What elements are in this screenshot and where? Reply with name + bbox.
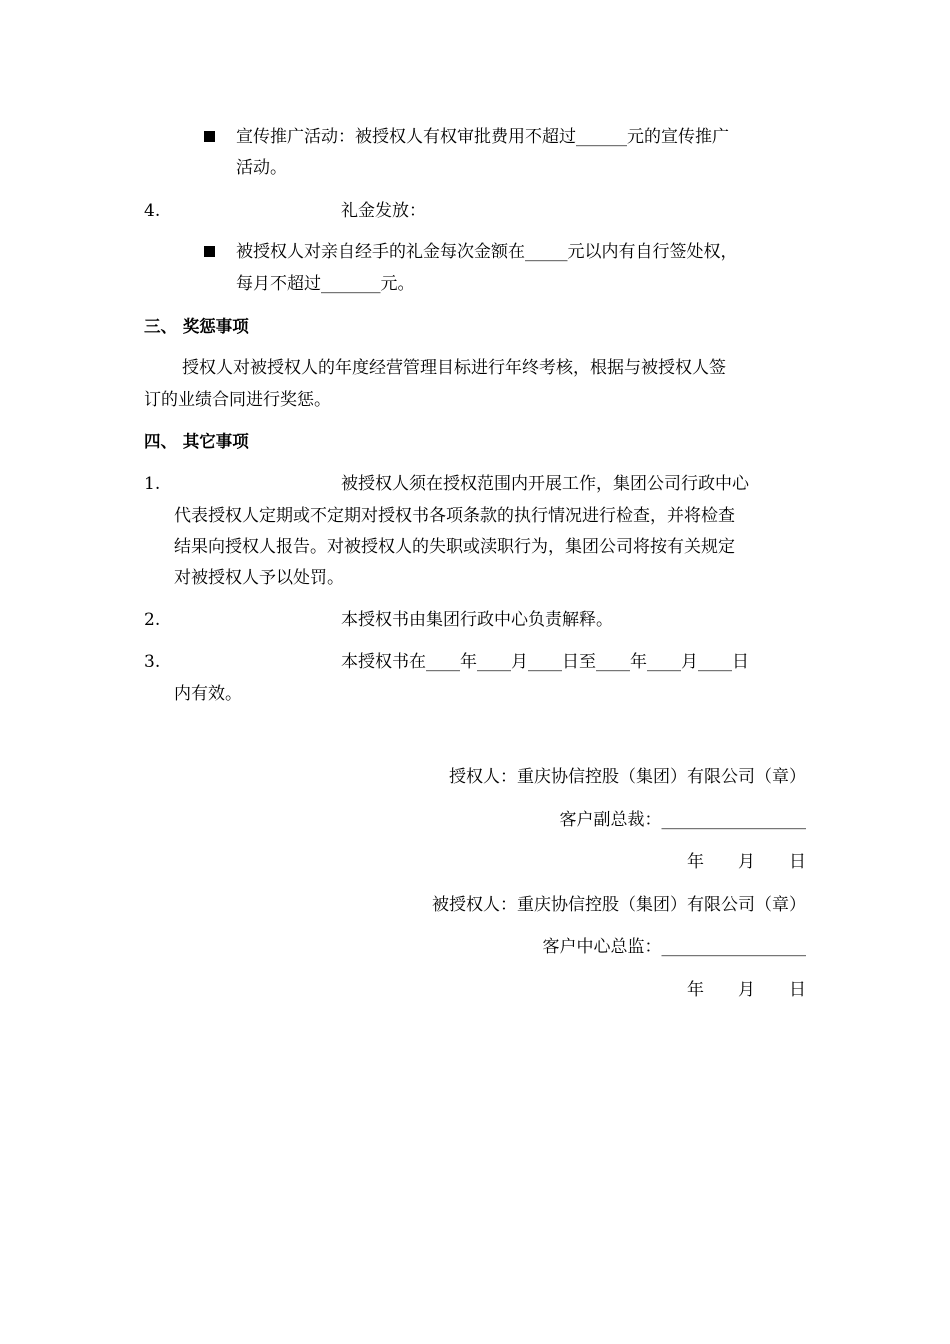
square-bullet-icon — [204, 246, 215, 257]
item-number: 3. — [144, 652, 161, 672]
grantee-line: 被授权人：重庆协信控股（集团）有限公司（章） — [432, 895, 806, 915]
section3-line1: 授权人对被授权人的年度经营管理目标进行年终考核，根据与被授权人签 — [182, 358, 726, 378]
square-bullet-icon — [204, 131, 215, 142]
grantee-signer-line: 客户中心总监：_________________ — [542, 937, 806, 957]
item-number: 1. — [144, 474, 161, 494]
item1-line1: 被授权人须在授权范围内开展工作，集团公司行政中心 — [341, 474, 749, 494]
item1-line4: 对被授权人予以处罚。 — [174, 568, 344, 588]
item3-line1: 本授权书在____年____月____日至____年____月____日 — [341, 652, 749, 672]
grantor-signer-line: 客户副总裁：_________________ — [559, 810, 806, 830]
bullet-promo-line1: 宣传推广活动：被授权人有权审批费用不超过______元的宣传推广 — [236, 127, 729, 147]
item1-line2: 代表授权人定期或不定期对授权书各项条款的执行情况进行检查，并将检查 — [174, 506, 735, 526]
item1-line3: 结果向授权人报告。对被授权人的失职或渎职行为，集团公司将按有关规定 — [174, 537, 735, 557]
bullet-gift-line2: 每月不超过_______元。 — [236, 274, 415, 294]
item-number: 2. — [144, 610, 161, 630]
item3-line2: 内有效。 — [174, 684, 242, 704]
grantee-date-line: 年 月 日 — [687, 980, 806, 1000]
item4-title: 礼金发放： — [341, 201, 426, 221]
section3-line2: 订的业绩合同进行奖惩。 — [144, 390, 331, 410]
bullet-gift-line1: 被授权人对亲自经手的礼金每次金额在_____元以内有自行签处权， — [236, 242, 738, 262]
section3-heading: 三、 奖惩事项 — [144, 317, 249, 336]
grantor-line: 授权人：重庆协信控股（集团）有限公司（章） — [449, 767, 806, 787]
section4-heading: 四、 其它事项 — [144, 432, 249, 451]
item2-line1: 本授权书由集团行政中心负责解释。 — [341, 610, 613, 630]
item4-number: 4. — [144, 201, 161, 221]
bullet-promo-line2: 活动。 — [236, 158, 287, 178]
grantor-date-line: 年 月 日 — [687, 852, 806, 872]
